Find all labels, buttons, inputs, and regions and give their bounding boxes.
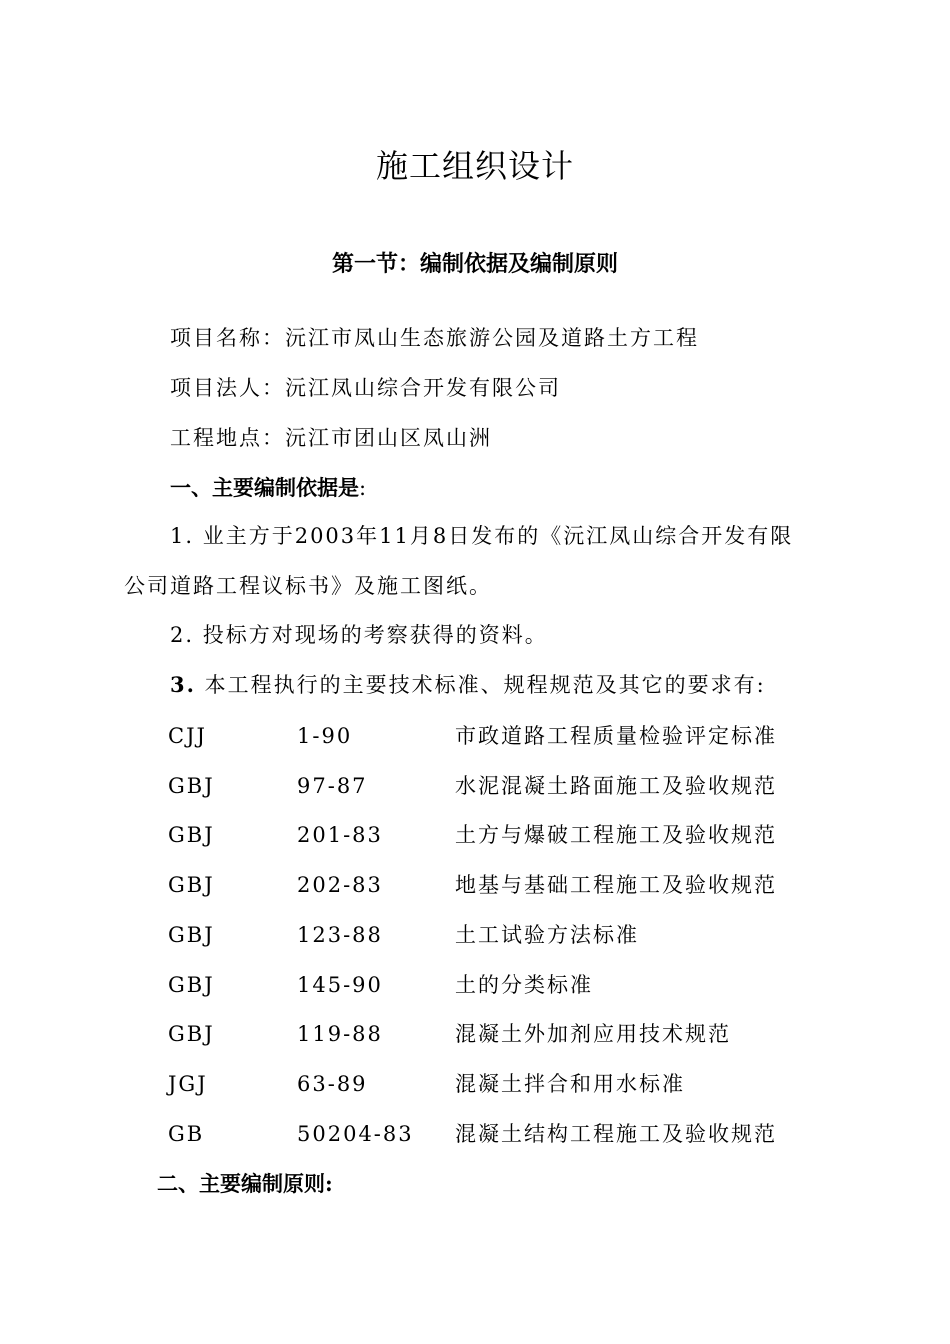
- standard-name: 混凝土拌合和用水标准: [455, 1072, 685, 1096]
- basis-item-1-line-2: 公司道路工程议标书》及施工图纸。: [124, 574, 492, 598]
- standard-name: 水泥混凝土路面施工及验收规范: [455, 774, 777, 798]
- standard-name: 混凝土外加剂应用技术规范: [455, 1022, 731, 1046]
- basis-heading-colon: :: [359, 476, 367, 500]
- standard-code: GB: [168, 1122, 205, 1146]
- standard-code: JGJ: [168, 1072, 208, 1096]
- standard-code: GBJ: [168, 973, 215, 997]
- project-name: 项目名称：沅江市凤山生态旅游公园及道路土方工程: [170, 326, 699, 350]
- basis-item-2: 2. 投标方对现场的考察获得的资料。: [170, 623, 548, 647]
- standard-name: 市政道路工程质量检验评定标准: [455, 724, 777, 748]
- standard-code: GBJ: [168, 1022, 215, 1046]
- standard-number: 1-90: [297, 724, 353, 748]
- standard-code: GBJ: [168, 873, 215, 897]
- document-title: 施工组织设计: [375, 147, 574, 185]
- standard-number: 202-83: [297, 873, 383, 897]
- basis-item-3-text: 本工程执行的主要技术标准、规程规范及其它的要求有:: [195, 673, 766, 697]
- standard-number: 97-87: [297, 774, 368, 798]
- standard-code: GBJ: [168, 774, 215, 798]
- section-title: 第一节：编制依据及编制原则: [331, 251, 618, 277]
- basis-item-3: [170, 670, 766, 700]
- standard-name: 地基与基础工程施工及验收规范: [455, 873, 777, 897]
- basis-heading-text: 一、主要编制依据是: [170, 475, 359, 500]
- standard-number: 119-88: [297, 1022, 383, 1046]
- project-location: 工程地点：沅江市团山区凤山洲: [170, 426, 492, 450]
- standard-number: 201-83: [297, 823, 383, 847]
- standard-name: 土工试验方法标准: [455, 923, 639, 947]
- standard-number: 145-90: [297, 973, 383, 997]
- standard-number: 123-88: [297, 923, 383, 947]
- basis-heading: [170, 473, 366, 503]
- standard-code: GBJ: [168, 923, 215, 947]
- principles-heading: 二、主要编制原则:: [157, 1171, 333, 1196]
- basis-item-3-number: 3.: [170, 672, 196, 697]
- standard-number: 50204-83: [297, 1122, 414, 1146]
- standard-number: 63-89: [297, 1072, 368, 1096]
- basis-item-1-line-1: 1. 业主方于2003年11月8日发布的《沅江凤山综合开发有限: [170, 524, 794, 548]
- standard-name: 混凝土结构工程施工及验收规范: [455, 1122, 777, 1146]
- standard-name: 土方与爆破工程施工及验收规范: [455, 823, 777, 847]
- standard-name: 土的分类标准: [455, 973, 593, 997]
- project-owner: 项目法人：沅江凤山综合开发有限公司: [170, 376, 561, 400]
- standard-code: GBJ: [168, 823, 215, 847]
- standard-code: CJJ: [168, 724, 207, 748]
